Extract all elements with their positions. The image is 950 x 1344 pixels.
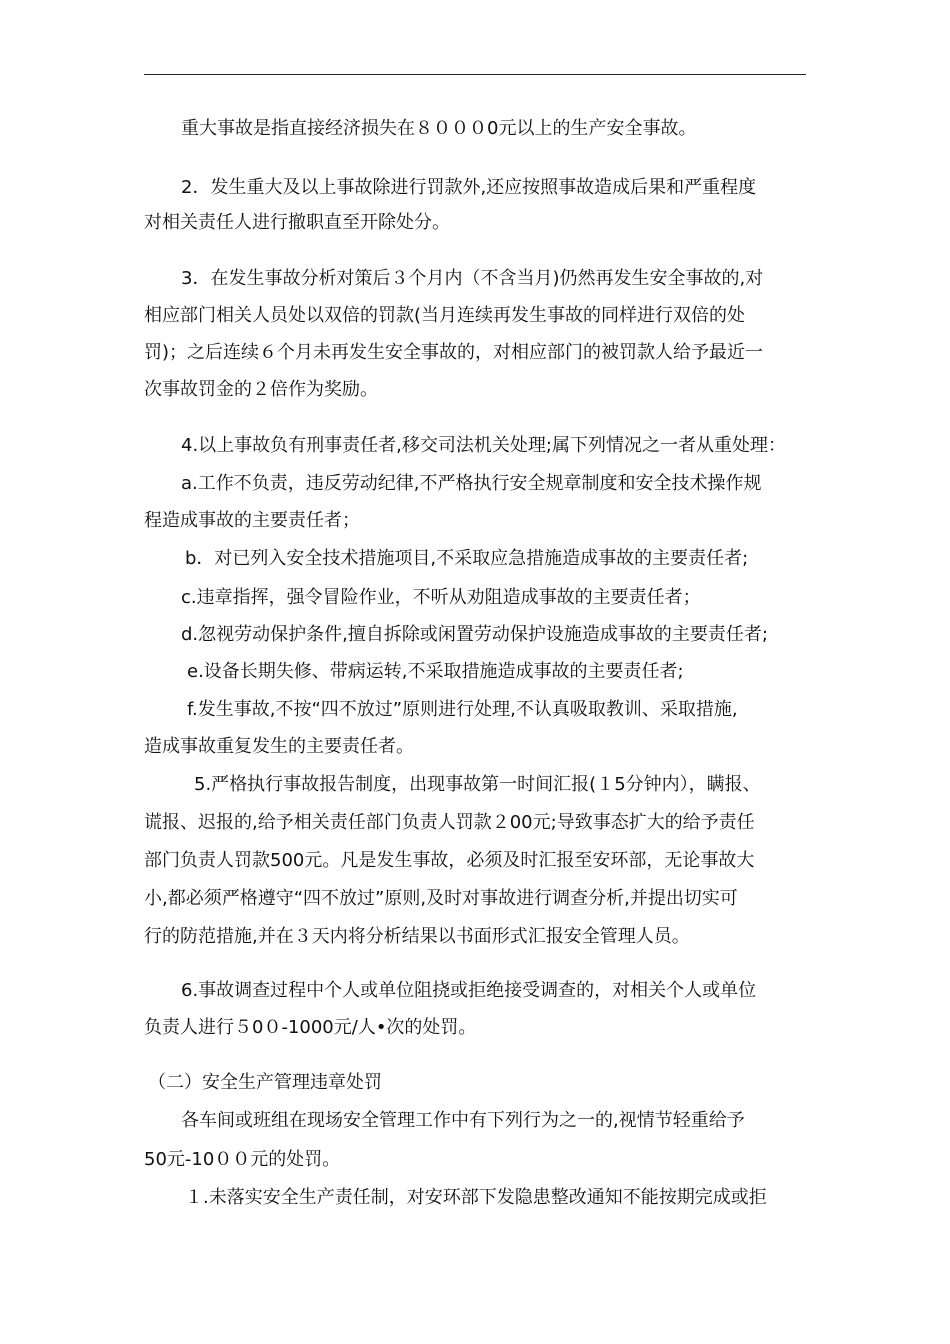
- text-line: １.未落实安全生产责任制，对安环部下发隐患整改通知不能按期完成或拒: [185, 1187, 767, 1208]
- text-line: 小,都必须严格遵守“四不放过”原则,及时对事故进行调查分析,并提出切实可: [144, 888, 738, 909]
- text-line: 2．发生重大及以上事故除进行罚款外,还应按照事故造成后果和严重程度: [181, 177, 757, 198]
- text-line: 次事故罚金的２倍作为奖励。: [144, 379, 378, 400]
- section-heading: （二）安全生产管理违章处罚: [148, 1072, 382, 1093]
- text-line: 3．在发生事故分析对策后３个月内（不含当月)仍然再发生安全事故的,对: [181, 268, 764, 289]
- text-line: 程造成事故的主要责任者；: [144, 510, 360, 531]
- text-line: 谎报、迟报的,给予相关责任部门负责人罚款２00元;导致事态扩大的给予责任: [144, 812, 755, 833]
- text-line: 6.事故调查过程中个人或单位阻挠或拒绝接受调查的，对相关个人或单位: [181, 980, 757, 1001]
- text-line: 各车间或班组在现场安全管理工作中有下列行为之一的,视情节轻重给予: [181, 1110, 745, 1131]
- text-line: 5.严格执行事故报告制度，出现事故第一时间汇报(１5分钟内），瞒报、: [194, 774, 761, 795]
- text-line: 行的防范措施,并在３天内将分析结果以书面形式汇报安全管理人员。: [144, 926, 690, 947]
- text-line: 重大事故是指直接经济损失在８０００0元以上的生产安全事故。: [181, 118, 697, 139]
- text-line: d.忽视劳动保护条件,擅自拆除或闲置劳动保护设施造成事故的主要责任者;: [181, 624, 768, 645]
- text-line: f.发生事故,不按“四不放过”原则进行处理,不认真吸取教训、采取措施,: [187, 699, 738, 720]
- text-line: 对相关责任人进行撤职直至开除处分。: [144, 212, 450, 233]
- text-line: 相应部门相关人员处以双倍的罚款(当月连续再发生事故的同样进行双倍的处: [144, 305, 746, 326]
- text-line: 负责人进行５0０-1000元/人•次的处罚。: [144, 1017, 477, 1038]
- text-line: e.设备长期失修、带病运转,不采取措施造成事故的主要责任者;: [187, 661, 684, 682]
- text-line: 50元-10００元的处罚。: [144, 1149, 341, 1170]
- header-rule: [144, 74, 806, 75]
- text-line: a.工作不负责，违反劳动纪律,不严格执行安全规章制度和安全技术操作规: [181, 473, 762, 494]
- text-line: 4.以上事故负有刑事责任者,移交司法机关处理;属下列情况之一者从重处理：: [181, 435, 786, 456]
- text-line: b．对已列入安全技术措施项目,不采取应急措施造成事故的主要责任者;: [185, 548, 749, 569]
- text-line: 罚)；之后连续６个月未再发生安全事故的，对相应部门的被罚款人给予最近一: [144, 342, 764, 363]
- text-line: 部门负责人罚款500元。凡是发生事故，必须及时汇报至安环部，无论事故大: [144, 850, 755, 871]
- text-line: 造成事故重复发生的主要责任者。: [144, 736, 414, 757]
- text-line: c.违章指挥，强令冒险作业，不听从劝阻造成事故的主要责任者；: [181, 587, 701, 608]
